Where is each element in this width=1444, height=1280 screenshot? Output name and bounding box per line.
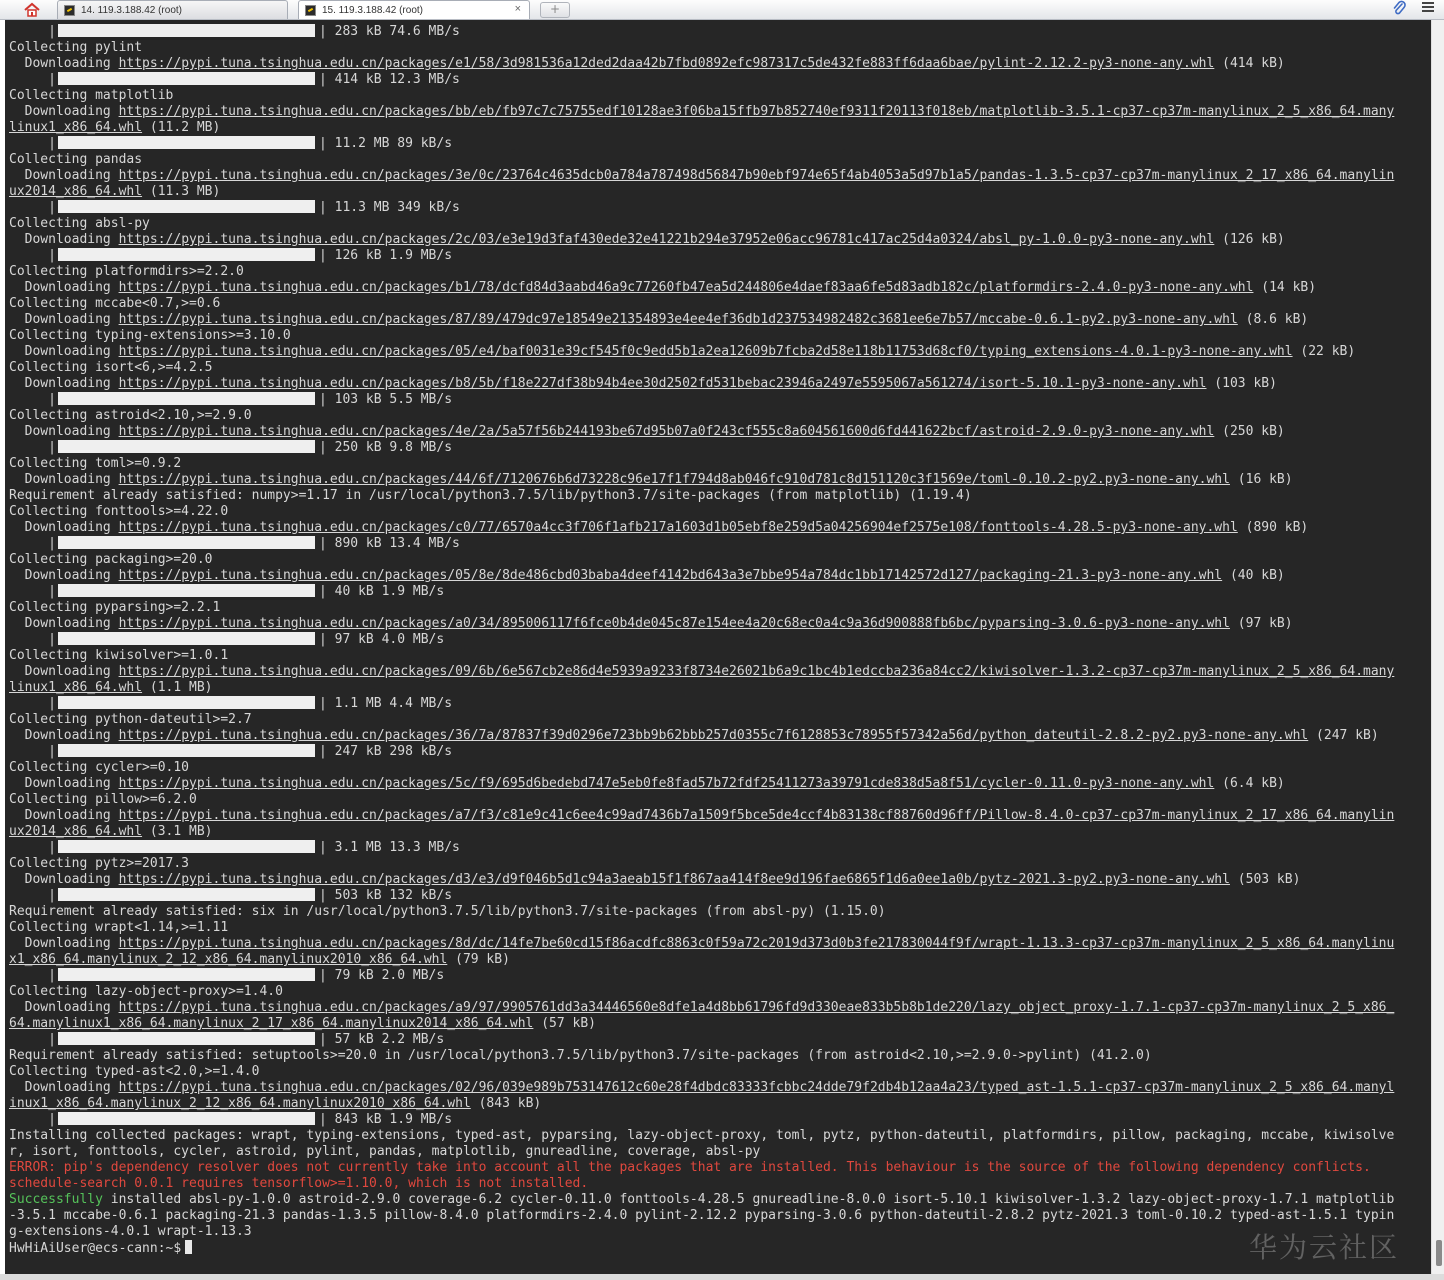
terminal-line xyxy=(9,1208,1427,1224)
package-size: (890 kB) xyxy=(1237,520,1309,535)
package-url-link[interactable]: https://pypi.tuna.tsinghua.edu.cn/packages/36/7a/87837f39d0296e723bb9b62bbb257d0355c7f6128853c78955f57342a56d/python_dateutil-2.8.2-py2.py3-none-any.whl xyxy=(118,728,1309,743)
package-url-link[interactable]: 64.manylinux1_x86_64.manylinux_2_17_x86_64.manylinux2014_x86_64.whl xyxy=(9,1016,534,1031)
progress-stats: 11.2 MB 89 kB/s xyxy=(334,136,453,151)
progress-stats: 247 kB 298 kB/s xyxy=(334,744,453,759)
progress-stats: 126 kB 1.9 MB/s xyxy=(334,248,453,263)
package-size: (503 kB) xyxy=(1229,872,1301,887)
terminal-line: | | 3.1 MB 13.3 MB/s xyxy=(9,840,460,855)
log-text: Collecting pytz>=2017.3 xyxy=(9,856,190,871)
log-text: Collecting pillow>=6.2.0 xyxy=(9,792,197,807)
package-size: (11.3 MB) xyxy=(142,184,221,199)
progress-stats: 414 kB 12.3 MB/s xyxy=(334,72,460,87)
log-text: Collecting fonttools>=4.22.0 xyxy=(9,504,229,519)
progress-bar xyxy=(58,1112,315,1125)
log-text: Collecting matplotlib xyxy=(9,88,174,103)
package-size: (97 kB) xyxy=(1229,616,1293,631)
package-url-link[interactable]: linux1_x86_64.whl xyxy=(9,680,143,695)
progress-stats: 3.1 MB 13.3 MB/s xyxy=(334,840,460,855)
terminal-line: Downloading https://pypi.tuna.tsinghua.edu.cn/packages/a7/f3/c81e9c41c6ee4c99ad7436b7a1509f5bce5de4ccf4b83138cf88760d96ff/Pillow-8.4.0-cp37-cp37m-manylinux_2_17_x86_64.manylin xyxy=(9,808,1395,823)
watermark: 华为云社区 xyxy=(1249,1231,1400,1264)
terminal-line: Downloading https://pypi.tuna.tsinghua.edu.cn/packages/05/e4/baf0031e39cf545f0c9edd5b1a2ea12609b7fcba2d58e118b11753d68cf0/typing_extensions-4.0.1-py3-none-any.whl (22 kB) xyxy=(9,344,1356,359)
package-url-link[interactable]: linux1_x86_64.whl xyxy=(9,120,143,135)
progress-bar xyxy=(58,248,315,261)
terminal-line: Downloading https://pypi.tuna.tsinghua.edu.cn/packages/36/7a/87837f39d0296e723bb9b62bbb257d0355c7f6128853c78955f57342a56d/python_dateutil-2.8.2-py2.py3-none-any.whl (247 kB) xyxy=(9,728,1379,743)
package-size: (57 kB) xyxy=(533,1016,597,1031)
terminal-line xyxy=(9,184,1427,200)
log-text: Requirement already satisfied: six in /usr/local/python3.7.5/lib/python3.7/site-packages (from absl-py) (1.15.0) xyxy=(9,904,886,919)
install-summary: installed absl-py-1.0.0 astroid-2.9.0 coverage-6.2 cycler-0.11.0 fonttools-4.28.5 gnureadline-8.0.0 isort-5.10.1 kiwisolver-1.3.2 lazy-object-proxy-1.7.1 matplotlib xyxy=(102,1192,1395,1207)
progress-bar xyxy=(58,696,315,709)
terminal-line xyxy=(9,680,1427,696)
terminal-line xyxy=(9,488,1427,504)
terminal-icon xyxy=(305,5,316,16)
package-url-link[interactable]: https://pypi.tuna.tsinghua.edu.cn/packages/c0/77/6570a4cc3f706f1afb217a1603d1b05ebf8e259d5a04256904ef2575e108/fonttools-4.28.5-py3-none-any.whl xyxy=(118,520,1238,535)
log-text: Requirement already satisfied: setuptools>=20.0 in /usr/local/python3.7.5/lib/python3.7/site-packages (from astroid<2.10,>=2.9.0->pylint) (41.2.0) xyxy=(9,1048,1152,1063)
terminal-line xyxy=(9,552,1427,568)
log-text: Collecting isort<6,>=4.2.5 xyxy=(9,360,213,375)
package-size: (16 kB) xyxy=(1229,472,1293,487)
package-size: (1.1 MB) xyxy=(142,680,213,695)
terminal-line xyxy=(9,1224,1427,1240)
progress-stats: 11.3 MB 349 kB/s xyxy=(334,200,460,215)
terminal-line: Downloading https://pypi.tuna.tsinghua.edu.cn/packages/a0/34/895006117f6fce0b4de045c87e154ee4a20c68ec0a4c9a36d900888fb6bc/pyparsing-3.0.6-py3-none-any.whl (97 kB) xyxy=(9,616,1293,631)
package-url-link[interactable]: https://pypi.tuna.tsinghua.edu.cn/packages/05/8e/8de486cbd03baba4deef4142bd643a3e7bbe954a784dc1bb17142572d127/packaging-21.3-py3-none-any.whl xyxy=(118,568,1223,583)
package-url-link[interactable]: https://pypi.tuna.tsinghua.edu.cn/packages/44/6f/7120676b6d73228c96e17f1f794d8ab046fc910d781c8d151120c3f1569e/toml-0.10.2-py2.py3-none-any.whl xyxy=(118,472,1230,487)
log-text: Collecting cycler>=0.10 xyxy=(9,760,190,775)
terminal-line xyxy=(9,760,1427,776)
terminal-line xyxy=(9,1096,1427,1112)
terminal-line: Downloading https://pypi.tuna.tsinghua.edu.cn/packages/d3/e3/d9f046b5d1c94a3aeab15f1f867aa414f8ee9d196fae6865f1d6a0ee1a0b/pytz-2021.3-py2.py3-none-any.whl (503 kB) xyxy=(9,872,1301,887)
log-text: Collecting packaging>=20.0 xyxy=(9,552,213,567)
terminal-line: | | 97 kB 4.0 MB/s xyxy=(9,632,445,647)
terminal-line: | | 126 kB 1.9 MB/s xyxy=(9,248,453,263)
menu-icon[interactable] xyxy=(1421,0,1435,18)
terminal-line: Downloading https://pypi.tuna.tsinghua.edu.cn/packages/b8/5b/f18e227df38b94b4ee30d2502fd531bebac23946a2497e5595067a561274/isort-5.10.1-py3-none-any.whl (103 kB) xyxy=(9,376,1277,391)
package-url-link[interactable]: https://pypi.tuna.tsinghua.edu.cn/packages/a9/97/9905761dd3a34446560e8dfe1a4d8bb61796fd9d330eae833b5b8b1de220/lazy_object_proxy-1.7.1-cp37-cp37m-manylinux_2_5_x86_ xyxy=(118,1000,1395,1015)
package-url-link[interactable]: https://pypi.tuna.tsinghua.edu.cn/packages/02/96/039e989b753147612c60e28f4dbdc83333fcbbc24dde79f2db4b12aa4a23/typed_ast-1.5.1-cp37-cp37m-manylinux_2_5_x86_64.manyl xyxy=(118,1080,1395,1095)
progress-stats: 103 kB 5.5 MB/s xyxy=(334,392,453,407)
log-text: Collecting wrapt<1.14,>=1.11 xyxy=(9,920,229,935)
package-size: (14 kB) xyxy=(1253,280,1317,295)
progress-stats: 97 kB 4.0 MB/s xyxy=(334,632,445,647)
terminal-line: Downloading https://pypi.tuna.tsinghua.edu.cn/packages/8d/dc/14fe7be60cd15f86acdfc8863c0f59a72c2019d373d0b3fe217830044f9f/wrapt-1.13.3-cp37-cp37m-manylinux_2_5_x86_64.manylinu xyxy=(9,936,1395,951)
terminal-line xyxy=(9,1192,1427,1208)
package-size: (40 kB) xyxy=(1222,568,1285,583)
package-url-link[interactable]: https://pypi.tuna.tsinghua.edu.cn/packages/b1/78/dcfd84d3aabd46a9c77260fb47ea5d244806e4daef83aa6fe5d83adb182c/platformdirs-2.4.0-py3-none-any.whl xyxy=(118,280,1254,295)
terminal-line: Downloading https://pypi.tuna.tsinghua.edu.cn/packages/87/89/479dc97e18549e21354893e4ee4ef36db1d237534982482c3681ee6e7b57/mccabe-0.6.1-py2.py3-none-any.whl (8.6 kB) xyxy=(9,312,1309,327)
progress-bar xyxy=(58,392,315,405)
terminal-icon xyxy=(64,5,75,16)
package-url-link[interactable]: ux2014_x86_64.whl xyxy=(9,184,143,199)
progress-bar xyxy=(58,136,315,149)
log-text: Collecting lazy-object-proxy>=1.4.0 xyxy=(9,984,283,999)
package-url-link[interactable]: https://pypi.tuna.tsinghua.edu.cn/packages/09/6b/6e567cb2e86d4e5939a9233f8734e26021b6a9c1bc4b1edccba236a84cc2/kiwisolver-1.3.2-cp37-cp37m-manylinux_2_5_x86_64.many xyxy=(118,664,1395,679)
terminal-line xyxy=(9,1016,1427,1032)
progress-bar xyxy=(58,744,315,757)
terminal-line xyxy=(9,504,1427,520)
log-text: Collecting python-dateutil>=2.7 xyxy=(9,712,252,727)
terminal-line: Downloading https://pypi.tuna.tsinghua.edu.cn/packages/c0/77/6570a4cc3f706f1afb217a1603d1b05ebf8e259d5a04256904ef2575e108/fonttools-4.28.5-py3-none-any.whl (890 kB) xyxy=(9,520,1309,535)
new-tab-button[interactable]: + xyxy=(540,2,570,18)
tab-session-14[interactable] xyxy=(57,0,288,19)
log-text: -3.5.1 mccabe-0.6.1 packaging-21.3 pandas-1.3.5 pillow-8.4.0 platformdirs-2.4.0 pylint-2.12.2 pyparsing-3.0.6 python-dateutil-2.8.2 pytz-2021.3 toml-0.10.2 typed-ast-1.5.1 typin xyxy=(9,1208,1395,1223)
package-size: (414 kB) xyxy=(1214,56,1285,71)
terminal-output[interactable] xyxy=(5,20,1431,1274)
package-size: (11.2 MB) xyxy=(142,120,221,135)
shell-prompt: HwHiAiUser@ecs-cann:~$ xyxy=(9,1241,182,1256)
package-size: (6.4 kB) xyxy=(1214,776,1285,791)
package-url-link[interactable]: https://pypi.tuna.tsinghua.edu.cn/packages/8d/dc/14fe7be60cd15f86acdfc8863c0f59a72c2019d373d0b3fe217830044f9f/wrapt-1.13.3-cp37-cp37m-manylinux_2_5_x86_64.manylinu xyxy=(118,936,1395,951)
terminal-line: Downloading https://pypi.tuna.tsinghua.edu.cn/packages/4e/2a/5a57f56b244193be67d95b07a0f243cf555c8a604561600d6fd441622bcf/astroid-2.9.0-py3-none-any.whl (250 kB) xyxy=(9,424,1285,439)
terminal-line: | | 503 kB 132 kB/s xyxy=(9,888,453,903)
terminal-line: Downloading https://pypi.tuna.tsinghua.edu.cn/packages/05/8e/8de486cbd03baba4deef4142bd643a3e7bbe954a784dc1bb17142572d127/packaging-21.3-py3-none-any.whl (40 kB) xyxy=(9,568,1285,583)
package-size: (103 kB) xyxy=(1206,376,1277,391)
package-size: (247 kB) xyxy=(1308,728,1379,743)
terminal-line: Downloading https://pypi.tuna.tsinghua.edu.cn/packages/2c/03/e3e19d3faf430ede32e41221b294e37952e06acc96781c417ac25d4a0324/absl_py-1.0.0-py3-none-any.whl (126 kB) xyxy=(9,232,1285,247)
package-url-link[interactable]: https://pypi.tuna.tsinghua.edu.cn/packages/e1/58/3d981536a12ded2daa42b7fbd0892efc987317c5de432fe883ff6daa6bae/pylint-2.12.2-py3-none-any.whl xyxy=(118,56,1215,71)
package-url-link[interactable]: https://pypi.tuna.tsinghua.edu.cn/packages/a0/34/895006117f6fce0b4de045c87e154ee4a20c68ec0a4c9a36d900888fb6bc/pyparsing-3.0.6-py3-none-any.whl xyxy=(118,616,1230,631)
tab-label: 14. 119.3.188.42 (root) xyxy=(81,4,182,16)
terminal-line: | | 250 kB 9.8 MB/s xyxy=(9,440,453,455)
progress-bar xyxy=(58,632,315,645)
terminal-line: | | 1.1 MB 4.4 MB/s xyxy=(9,696,453,711)
progress-bar xyxy=(58,24,315,37)
package-url-link[interactable]: https://pypi.tuna.tsinghua.edu.cn/packages/05/e4/baf0031e39cf545f0c9edd5b1a2ea12609b7fcba2d58e118b11753d68cf0/typing_extensions-4.0.1-py3-none-any.whl xyxy=(118,344,1293,359)
terminal-line: | | 11.3 MB 349 kB/s xyxy=(9,200,460,215)
log-text: r, isort, fonttools, cycler, astroid, pylint, pandas, matplotlib, gnureadline, coverage, absl-py xyxy=(9,1144,761,1159)
vertical-scrollbar[interactable] xyxy=(1431,20,1444,1274)
terminal-line xyxy=(9,216,1427,232)
error-message: ERROR: pip's dependency resolver does not currently take into account all the packages that are installed. This behaviour is the source of the following dependency conflicts. xyxy=(9,1160,1371,1175)
package-size: (22 kB) xyxy=(1292,344,1356,359)
terminal-line xyxy=(9,1048,1427,1064)
progress-stats: 57 kB 2.2 MB/s xyxy=(334,1032,445,1047)
progress-bar xyxy=(58,536,315,549)
terminal-line: Downloading https://pypi.tuna.tsinghua.edu.cn/packages/3e/0c/23764c4635dcb0a784a787498d56847b90ebf974e65f4ab4053a5d97b1a5/pandas-1.3.5-cp37-cp37m-manylinux_2_17_x86_64.manylin xyxy=(9,168,1395,183)
terminal-line xyxy=(9,600,1427,616)
package-url-link[interactable]: https://pypi.tuna.tsinghua.edu.cn/packages/87/89/479dc97e18549e21354893e4ee4ef36db1d237534982482c3681ee6e7b57/mccabe-0.6.1-py2.py3-none-any.whl xyxy=(118,312,1238,327)
terminal-line: Downloading https://pypi.tuna.tsinghua.edu.cn/packages/5c/f9/695d6bedebd747e5eb0fe8fad57b72fdf25411273a39791cde838d5a8f51/cycler-0.11.0-py3-none-any.whl (6.4 kB) xyxy=(9,776,1285,791)
log-text: Installing collected packages: wrapt, typing-extensions, typed-ast, pyparsing, lazy-object-proxy, toml, pytz, python-dateutil, platformdirs, pillow, packaging, mccabe, kiwisolve xyxy=(9,1128,1395,1143)
package-url-link[interactable]: https://pypi.tuna.tsinghua.edu.cn/packages/4e/2a/5a57f56b244193be67d95b07a0f243cf555c8a604561600d6fd441622bcf/astroid-2.9.0-py3-none-any.whl xyxy=(118,424,1215,439)
terminal-line xyxy=(9,88,1427,104)
terminal-line xyxy=(9,952,1427,968)
terminal-line xyxy=(9,920,1427,936)
log-text: Collecting platformdirs>=2.2.0 xyxy=(9,264,244,279)
log-text: Collecting kiwisolver>=1.0.1 xyxy=(9,648,229,663)
log-text: Collecting absl-py xyxy=(9,216,150,231)
log-text: Collecting typed-ast<2.0,>=1.4.0 xyxy=(9,1064,260,1079)
home-icon xyxy=(23,2,41,17)
scrollbar-thumb[interactable] xyxy=(1436,1240,1442,1266)
package-url-link[interactable]: x1_x86_64.manylinux_2_12_x86_64.manylinux2010_x86_64.whl xyxy=(9,952,448,967)
package-size: (250 kB) xyxy=(1214,424,1285,439)
terminal-line xyxy=(9,1144,1427,1160)
terminal-line xyxy=(9,456,1427,472)
terminal-line xyxy=(9,152,1427,168)
progress-bar xyxy=(58,888,315,901)
package-size: (79 kB) xyxy=(447,952,510,967)
terminal-line xyxy=(9,1240,1427,1256)
tab-bar xyxy=(0,0,1444,20)
package-size: (126 kB) xyxy=(1214,232,1285,247)
progress-stats: 40 kB 1.9 MB/s xyxy=(334,584,445,599)
terminal-line: | | 283 kB 74.6 MB/s xyxy=(9,24,460,39)
package-url-link[interactable]: https://pypi.tuna.tsinghua.edu.cn/packages/bb/eb/fb97c7c75755edf10128ae3f06ba15ffb97b852740ef9311f20113f018eb/matplotlib-3.5.1-cp37-cp37m-manylinux_2_5_x86_64.many xyxy=(118,104,1395,119)
package-url-link[interactable]: inux1_x86_64.manylinux_2_12_x86_64.manylinux2010_x86_64.whl xyxy=(9,1096,471,1111)
terminal-line xyxy=(9,360,1427,376)
terminal-line: Downloading https://pypi.tuna.tsinghua.edu.cn/packages/09/6b/6e567cb2e86d4e5939a9233f8734e26021b6a9c1bc4b1edccba236a84cc2/kiwisolver-1.3.2-cp37-cp37m-manylinux_2_5_x86_64.many xyxy=(9,664,1395,679)
paperclip-icon[interactable] xyxy=(1392,0,1406,20)
terminal-line: | | 103 kB 5.5 MB/s xyxy=(9,392,453,407)
log-text: Collecting pyparsing>=2.2.1 xyxy=(9,600,221,615)
terminal-line xyxy=(9,1176,1427,1192)
terminal-line xyxy=(9,40,1427,56)
terminal-line xyxy=(9,296,1427,312)
terminal-line: | | 11.2 MB 89 kB/s xyxy=(9,136,453,151)
package-size: (843 kB) xyxy=(470,1096,542,1111)
progress-bar xyxy=(58,440,315,453)
package-url-link[interactable]: https://pypi.tuna.tsinghua.edu.cn/packages/a7/f3/c81e9c41c6ee4c99ad7436b7a1509f5bce5de4ccf4b83138cf88760d96ff/Pillow-8.4.0-cp37-cp37m-manylinux_2_17_x86_64.manylin xyxy=(118,808,1395,823)
terminal-line xyxy=(9,120,1427,136)
package-url-link[interactable]: https://pypi.tuna.tsinghua.edu.cn/packages/3e/0c/23764c4635dcb0a784a787498d56847b90ebf974e65f4ab4053a5d97b1a5/pandas-1.3.5-cp37-cp37m-manylinux_2_17_x86_64.manylin xyxy=(118,168,1395,183)
terminal-line xyxy=(9,904,1427,920)
package-url-link[interactable]: ux2014_x86_64.whl xyxy=(9,824,143,839)
terminal-line xyxy=(9,1064,1427,1080)
terminal-lines xyxy=(9,24,1427,1256)
log-text: Collecting pylint xyxy=(9,40,143,55)
terminal-line: | | 57 kB 2.2 MB/s xyxy=(9,1032,445,1047)
terminal-line: | | 890 kB 13.4 MB/s xyxy=(9,536,460,551)
terminal-line xyxy=(9,856,1427,872)
package-size: (3.1 MB) xyxy=(142,824,213,839)
progress-stats: 1.1 MB 4.4 MB/s xyxy=(334,696,453,711)
terminal-line: Downloading https://pypi.tuna.tsinghua.edu.cn/packages/a9/97/9905761dd3a34446560e8dfe1a4d8bb61796fd9d330eae833b5b8b1de220/lazy_object_proxy-1.7.1-cp37-cp37m-manylinux_2_5_x86_ xyxy=(9,1000,1395,1015)
log-text: Collecting typing-extensions>=3.10.0 xyxy=(9,328,291,343)
terminal-line: | | 40 kB 1.9 MB/s xyxy=(9,584,445,599)
log-text: Collecting mccabe<0.7,>=0.6 xyxy=(9,296,221,311)
terminal-line: Downloading https://pypi.tuna.tsinghua.edu.cn/packages/44/6f/7120676b6d73228c96e17f1f794d8ab046fc910d781c8d151120c3f1569e/toml-0.10.2-py2.py3-none-any.whl (16 kB) xyxy=(9,472,1293,487)
terminal-line: Downloading https://pypi.tuna.tsinghua.edu.cn/packages/bb/eb/fb97c7c75755edf10128ae3f06ba15ffb97b852740ef9311f20113f018eb/matplotlib-3.5.1-cp37-cp37m-manylinux_2_5_x86_64.many xyxy=(9,104,1395,119)
progress-bar xyxy=(58,840,315,853)
progress-bar xyxy=(58,1032,315,1045)
terminal-line xyxy=(9,648,1427,664)
terminal-line: Downloading https://pypi.tuna.tsinghua.edu.cn/packages/e1/58/3d981536a12ded2daa42b7fbd0892efc987317c5de432fe883ff6daa6bae/pylint-2.12.2-py3-none-any.whl (414 kB) xyxy=(9,56,1285,71)
terminal-line xyxy=(9,1128,1427,1144)
terminal-line: | | 247 kB 298 kB/s xyxy=(9,744,453,759)
progress-bar xyxy=(58,968,315,981)
text-cursor[interactable] xyxy=(185,1240,192,1254)
terminal-line xyxy=(9,328,1427,344)
success-label: Successfully xyxy=(9,1192,103,1207)
terminal-line: Downloading https://pypi.tuna.tsinghua.edu.cn/packages/02/96/039e989b753147612c60e28f4dbdc83333fcbbc24dde79f2db4b12aa4a23/typed_ast-1.5.1-cp37-cp37m-manylinux_2_5_x86_64.manyl xyxy=(9,1080,1395,1095)
progress-bar xyxy=(58,72,315,85)
home-button[interactable] xyxy=(20,1,44,18)
close-tab-button[interactable]: × xyxy=(514,3,521,15)
terminal-line xyxy=(9,792,1427,808)
package-size: (8.6 kB) xyxy=(1237,312,1309,327)
error-message: schedule-search 0.0.1 requires tensorflow>=1.10.0, which is not installed. xyxy=(9,1176,589,1191)
terminal-line xyxy=(9,264,1427,280)
tab-session-15[interactable] xyxy=(298,0,530,19)
package-url-link[interactable]: https://pypi.tuna.tsinghua.edu.cn/packages/5c/f9/695d6bedebd747e5eb0fe8fad57b72fdf25411273a39791cde838d5a8f51/cycler-0.11.0-py3-none-any.whl xyxy=(118,776,1215,791)
terminal-line: | | 79 kB 2.0 MB/s xyxy=(9,968,445,983)
log-text: Requirement already satisfied: numpy>=1.17 in /usr/local/python3.7.5/lib/python3.7/site-packages (from matplotlib) (1.19.4) xyxy=(9,488,972,503)
terminal-line xyxy=(9,408,1427,424)
package-url-link[interactable]: https://pypi.tuna.tsinghua.edu.cn/packages/d3/e3/d9f046b5d1c94a3aeab15f1f867aa414f8ee9d196fae6865f1d6a0ee1a0b/pytz-2021.3-py2.py3-none-any.whl xyxy=(118,872,1230,887)
terminal-line xyxy=(9,712,1427,728)
package-url-link[interactable]: https://pypi.tuna.tsinghua.edu.cn/packages/b8/5b/f18e227df38b94b4ee30d2502fd531bebac23946a2497e5595067a561274/isort-5.10.1-py3-none-any.whl xyxy=(118,376,1207,391)
progress-stats: 250 kB 9.8 MB/s xyxy=(334,440,453,455)
status-strip xyxy=(0,1274,1444,1280)
terminal-line xyxy=(9,824,1427,840)
progress-stats: 503 kB 132 kB/s xyxy=(334,888,453,903)
progress-stats: 283 kB 74.6 MB/s xyxy=(334,24,460,39)
progress-stats: 79 kB 2.0 MB/s xyxy=(334,968,445,983)
log-text: Collecting astroid<2.10,>=2.9.0 xyxy=(9,408,252,423)
terminal-line: | | 843 kB 1.9 MB/s xyxy=(9,1112,453,1127)
terminal-line: Downloading https://pypi.tuna.tsinghua.edu.cn/packages/b1/78/dcfd84d3aabd46a9c77260fb47ea5d244806e4daef83aa6fe5d83adb182c/platformdirs-2.4.0-py3-none-any.whl (14 kB) xyxy=(9,280,1317,295)
terminal-line xyxy=(9,1160,1427,1176)
terminal-line: | | 414 kB 12.3 MB/s xyxy=(9,72,460,87)
progress-stats: 843 kB 1.9 MB/s xyxy=(334,1112,453,1127)
progress-stats: 890 kB 13.4 MB/s xyxy=(334,536,460,551)
package-url-link[interactable]: https://pypi.tuna.tsinghua.edu.cn/packages/2c/03/e3e19d3faf430ede32e41221b294e37952e06acc96781c417ac25d4a0324/absl_py-1.0.0-py3-none-any.whl xyxy=(118,232,1215,247)
tab-label: 15. 119.3.188.42 (root) xyxy=(322,4,423,16)
terminal-line xyxy=(9,984,1427,1000)
log-text: g-extensions-4.0.1 wrapt-1.13.3 xyxy=(9,1224,252,1239)
log-text: Collecting toml>=0.9.2 xyxy=(9,456,182,471)
progress-bar xyxy=(58,200,315,213)
log-text: Collecting pandas xyxy=(9,152,143,167)
progress-bar xyxy=(58,584,315,597)
